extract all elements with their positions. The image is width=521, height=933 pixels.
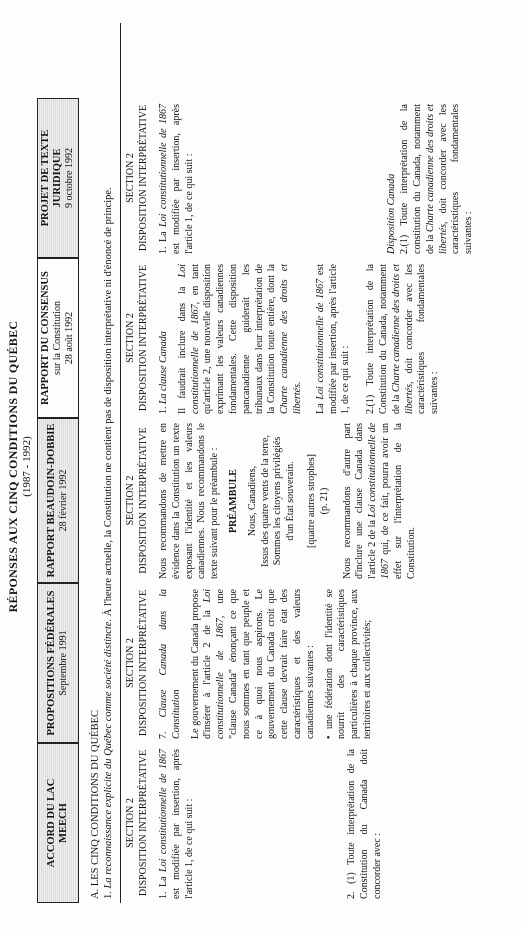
header-legal <box>37 98 79 258</box>
bd-page-ref: (p. 21) <box>318 487 330 515</box>
document-title: RÉPONSES AUX CINQ CONDITIONS DU QUÉBEC <box>6 320 20 613</box>
bd-verse <box>247 423 298 579</box>
legal-paragraph-2: 2.(1) Toute interprétation de la constitution du Canada, notamment de la Charte canadienne des droits et libertés, doit concorder avec les caractéristiques fondamentales suivantes : <box>399 103 475 254</box>
consensus-paragraph-1: Il faudrait inclure dans la Loi constitutionnelle de 1867, en tant qu'article 2, une nouvelle disposition exprimant les valeurs canadiennes fondamentales. Cette disposition pancanadienne guiderait les tribunaux dans leur interprétation de la Constitution toute entière, dont la Charte canadienne des droits et libertés. <box>176 264 303 414</box>
section-number: SECTION 2 <box>125 153 136 203</box>
condition-1-text: À l'heure actuelle, la Constitution ne contient pas de disposition interprétative ni d'énoncé de principe. <box>103 187 114 617</box>
section-number: SECTION 2 <box>125 798 136 848</box>
consensus-column <box>158 264 448 414</box>
section-label-meech <box>125 743 150 903</box>
section-label-legal <box>125 98 150 258</box>
meech-paragraph-1: 1. La Loi constitutionnelle de 1867 est modifiée par insertion, après l'article 1, de ce qui suit : <box>158 748 195 899</box>
meech-column <box>158 749 391 899</box>
top-rule <box>120 23 121 903</box>
meech-paragraph-2: 2. (1) Toute interprétation de la Constitution du Canada doit concorder avec : <box>346 749 383 899</box>
section-title: DISPOSITION INTERPRÉTATIVE <box>137 749 149 897</box>
verse-line: Sommes les citoyens privilégiés <box>272 436 284 566</box>
consensus-paragraph-2: La Loi constitutionnelle de 1867 est modifiée par insertion, après l'article 1, de ce qui suit : <box>314 264 352 414</box>
legal-subheading: Disposition Canada <box>386 173 398 254</box>
header-bd-label: RAPPORT BEAUDOIN-DOBBIE <box>45 423 57 578</box>
section-title: DISPOSITION INTERPRÉTATIVE <box>137 104 149 252</box>
header-bd-date: 28 février 1992 <box>58 469 70 532</box>
section-title: DISPOSITION INTERPRÉTATIVE <box>137 264 149 412</box>
bullet-icon: • <box>323 735 335 739</box>
legal-paragraph-1: 1. La Loi constitutionnelle de 1867 est modifiée par insertion, après l'article 1, de ce qui suit : <box>158 103 195 254</box>
section-number: SECTION 2 <box>125 638 136 688</box>
header-legal-label: PROJET DE TEXTE JURIDIQUE <box>39 129 63 227</box>
section-label-bd <box>125 418 150 583</box>
consensus-paragraph-3: 2.(1) Toute interprétation de la Constitution du Canada, notamment de la Charte canadienne des droits et libertés, doit concorder avec les caractéristiques fondamentales suivantes : <box>365 263 441 414</box>
consensus-heading: 1. La clause Canada <box>158 331 169 414</box>
header-federal-date: Septembre 1991 <box>58 630 70 696</box>
bd-column <box>158 423 424 579</box>
section-label-federal <box>125 583 150 743</box>
federal-bullet-1: •une fédération dont l'identité se nourrit des caractéristiques particulières à chaque province, aux territoires et aux collectivités; <box>323 589 373 739</box>
header-meech-label: ACCORD DU LAC MEECH <box>45 778 69 868</box>
condition-1-title: La reconnaissance explicite du Québec comme société distincte. <box>103 618 114 889</box>
header-consensus <box>37 258 79 418</box>
header-consensus-label: RAPPORT DU CONSENSUS <box>39 271 51 405</box>
header-consensus-sub: sur la Constitution <box>52 301 64 375</box>
federal-column <box>158 589 381 739</box>
section-number: SECTION 2 <box>125 313 136 363</box>
header-federal-label: PROPOSITIONS FÉDÉRALES <box>45 590 57 736</box>
header-federal <box>37 583 79 743</box>
verse-line: d'un État souverain. <box>285 461 297 541</box>
section-number: SECTION 2 <box>125 475 136 526</box>
bd-paragraph-1: Nous recommandons de mettre en évidence dans la Constitution un texte exposant l'identité et les valeurs canadiennes. Nous recommandons le texte suivant pour le préambule : <box>158 423 221 579</box>
legal-column <box>158 104 482 254</box>
document-years: (1987 - 1992) <box>21 436 33 497</box>
bd-preamble-title: PRÉAMBULE <box>227 469 239 533</box>
section-label-consensus <box>125 258 150 418</box>
header-bd <box>37 418 79 583</box>
condition-1-note <box>103 29 114 899</box>
federal-heading: 7. Clause Canada dans la Constitution <box>158 589 182 739</box>
federal-paragraph-1: Le gouvernement du Canada propose d'insérer à l'article 2 de la Loi constitutionnelle de 1867, une "clause Canada" énonçant ce que nous sommes en tant que peuple et ce à quoi nous aspirons. Le gouvernement du Canada croit que cette clause devrait faire état des caractéristiques et des valeurs canadiennes suivantes : <box>189 589 316 739</box>
condition-1-number: 1. <box>103 891 114 899</box>
section-title: DISPOSITION INTERPRÉTATIVE <box>137 427 149 574</box>
section-title: DISPOSITION INTERPRÉTATIVE <box>137 589 149 737</box>
section-a-heading: A. LES CINQ CONDITIONS DU QUÉBEC <box>90 710 101 899</box>
header-meech <box>37 743 79 903</box>
verse-line: Nous, Canadiens, <box>246 465 258 537</box>
bd-paragraph-2: Nous recommandons d'autre part d'inclure une clause Canada dans l'article 2 de la Loi constitutionnelle de 1867 qui, de ce fait, pourra avoir un effet sur l'interprétation de la Constitution. <box>341 422 417 579</box>
bd-more: [quatre autres strophes] <box>305 454 317 548</box>
header-legal-date: 9 octobre 1992 <box>64 148 76 208</box>
header-consensus-date: 28 août 1992 <box>64 311 76 365</box>
verse-line: Issus des quatre vents de la terre, <box>259 435 271 567</box>
